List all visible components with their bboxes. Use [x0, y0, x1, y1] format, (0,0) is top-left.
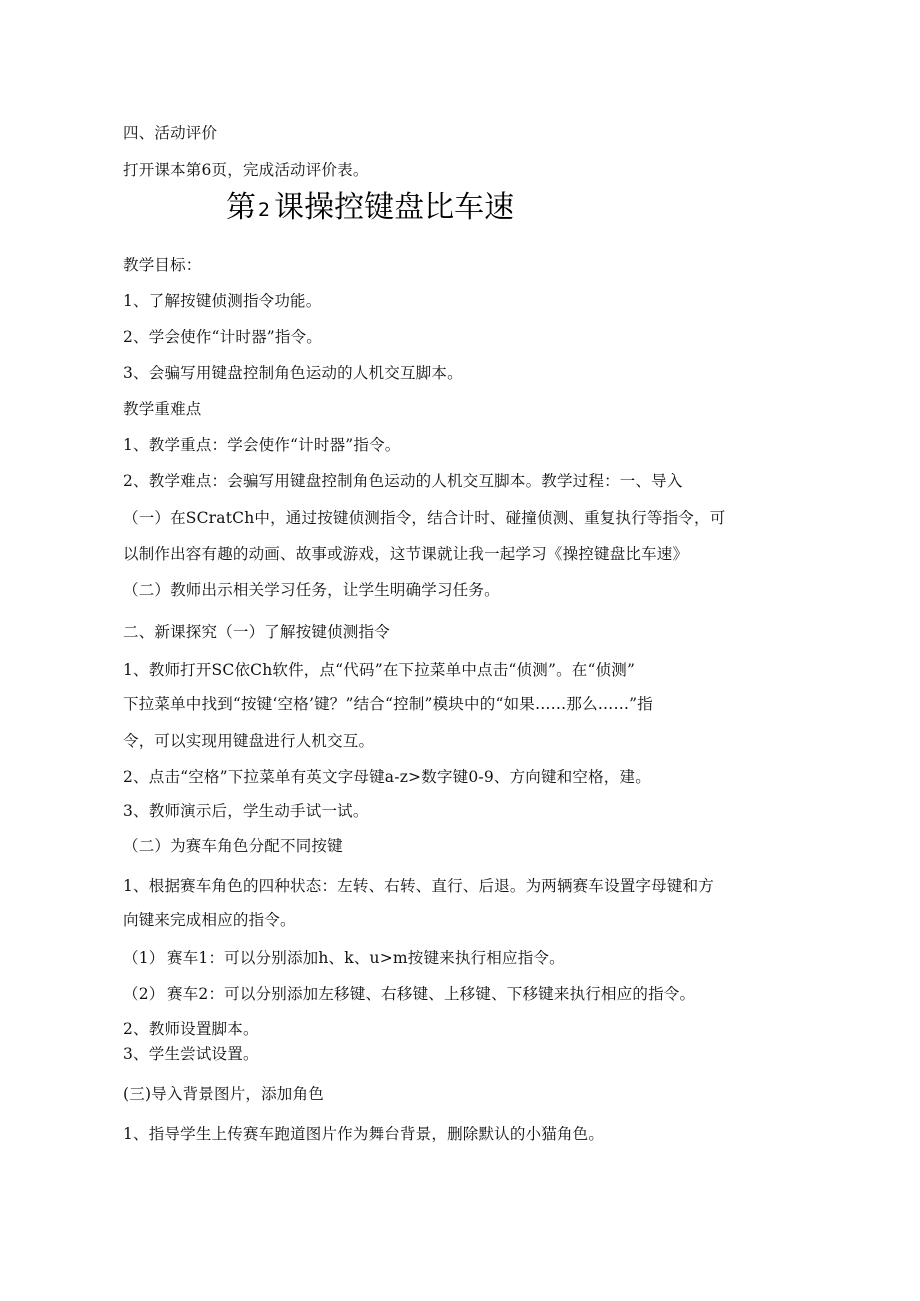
lesson-title-number: 2: [258, 199, 271, 221]
goal-item-3: 3、会骗写用键盘控制角色运动的人机交互脚本。: [123, 364, 463, 382]
lesson-title-text: 课操控键盘比车速: [274, 190, 515, 225]
assign-p2: 2、教师设置脚本。: [123, 1020, 259, 1038]
goal-item-1: 1、了解按键侦测指令功能。: [123, 292, 322, 310]
assign-car1-label: （1）: [123, 949, 165, 967]
assign-car2-text: 赛车2：可以分别添加左移键、右移键、上移键、下移键来执行相应的指令。: [167, 985, 696, 1003]
paragraph-evaluation-instruction: 打开课本第6页，完成活动评价表。: [123, 161, 369, 179]
lesson-title-prefix: 第: [226, 190, 256, 225]
explore-p3: 3、教师演示后，学生动手试一试。: [123, 802, 369, 820]
assign-car1-text: 赛车1：可以分别添加h、k、u>m按键来执行相应指令。: [167, 949, 565, 967]
goal-item-2: 2、学会使作“计时器”指令。: [123, 328, 323, 346]
key-point-item-1: 1、教学重点：学会使作“计时器”指令。: [123, 436, 401, 454]
goals-heading: 教学目标：: [123, 256, 202, 274]
intro-part1-line1: （一）在SCratCh中，通过按键侦测指令，结合计时、碰撞侦测、重复执行等指令，可: [123, 509, 726, 527]
key-points-heading: 教学重难点: [123, 400, 202, 418]
assign-car2: [123, 984, 695, 1004]
explore-p1-line2: 下拉菜单中找到“按键‘空格’键？”结合“控制”模块中的“如果……那么……”指: [123, 695, 654, 713]
assign-car1: [123, 948, 565, 968]
explore-p2: 2、点击“空格”下拉菜单有英文字母键a-z>数字键0-9、方向键和空格，建。: [123, 768, 651, 786]
explore-heading: 二、新课探究（一）了解按键侦测指令: [123, 623, 390, 641]
assign-p3: 3、学生尝试设置。: [123, 1045, 259, 1063]
assign-p1-line1: 1、根据赛车角色的四种状态：左转、右转、直行、后退。为两辆赛车设置字母键和方: [123, 877, 714, 895]
lesson-title: [226, 188, 514, 230]
assign-car2-label: （2）: [123, 985, 165, 1003]
import-bg-p1: 1、指导学生上传赛车跑道图片作为舞台背景，删除默认的小猫角色。: [123, 1125, 605, 1143]
import-bg-heading: (三)导入背景图片，添加角色: [123, 1085, 324, 1103]
explore-p1-line1: 1、教师打开SC依Ch软件，点“代码”在下拉菜单中点击“侦测”。在“侦测”: [123, 661, 636, 679]
section-heading-activity-evaluation: 四、活动评价: [123, 124, 218, 142]
intro-part2: （二）教师出示相关学习任务，让学生明确学习任务。: [123, 581, 500, 599]
assign-p1-line2: 向键来完成相应的指令。: [123, 911, 296, 929]
assign-heading: （二）为赛车角色分配不同按键: [123, 837, 343, 855]
key-point-item-2: 2、教学难点：会骗写用键盘控制角色运动的人机交互脚本。教学过程：一、导入: [123, 472, 683, 490]
intro-part1-line2: 以制作出容有趣的动画、故事或游戏，这节课就让我一起学习《操控键盘比车速》: [123, 545, 689, 563]
explore-p1-line3: 令，可以实现用键盘进行人机交互。: [123, 732, 375, 750]
